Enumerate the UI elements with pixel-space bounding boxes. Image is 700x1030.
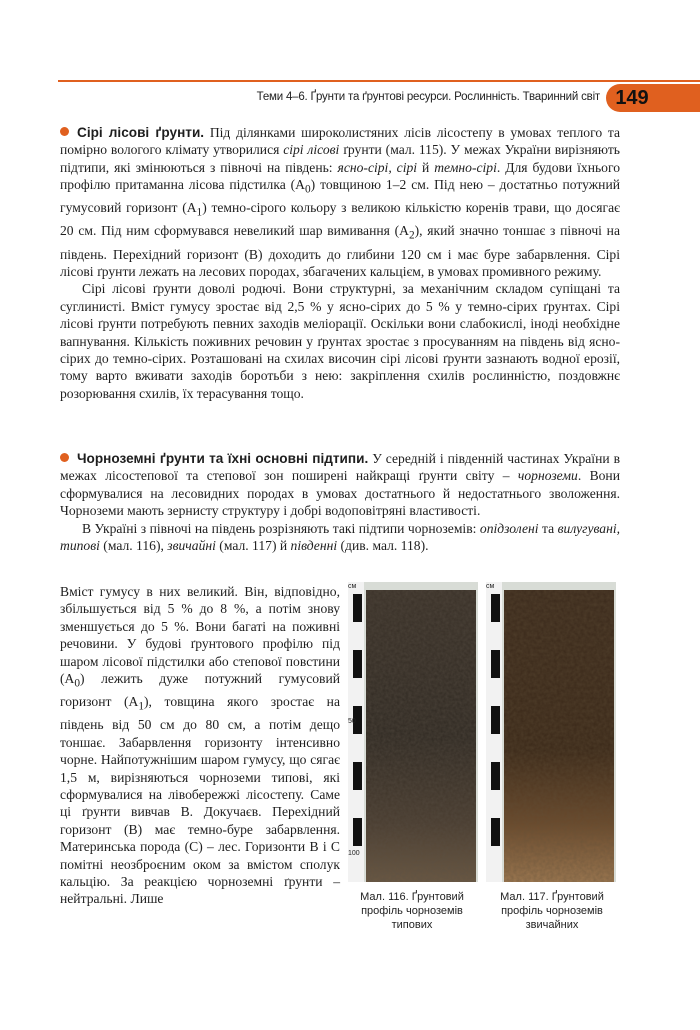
section-heading: Сірі лісові ґрунти. [77,125,205,140]
paragraph: Сірі лісові ґрунти. Під ділянками широколистяних лісів лісостепу в умовах теплого та помірно вологого клімату утворилися сірі лісові ґрунти (мал. 115). У межах України вирізняють підтипи, які змінюються з півночі на південь: ясно-сірі, сірі й темно-сірі. Для будови їхнього профілю притаманна лісова підстилка $(А_0)$ товщиною 1–2 см. Під нею – достатньо потужний гумусовий горизонт $(А_1)$ темно-сірого кольору з великою кількістю коренів трави, що досягає 20 см. Під ним сформувався невеликий шар вимивання $(А_2)$, який значно тоншає з півночі на південь. Перехідний горизонт (В) доходить до глибини 120 см і має буре забарвлення. Сірі лісові ґрунти лежать на лесових породах, збагачених кальцієм, в умовах промивного режиму. [60,125,621,279]
page-number: 149 [606,84,658,112]
bullet-icon [60,127,69,136]
running-header: Теми 4–6. Ґрунти та ґрунтові ресурси. Рослинність. Тваринний світ [256,91,600,103]
paragraph: Чорноземні ґрунти та їхні основні підтипи. У середній і південній частинах України в межах лісостепової та степової зон поширені найкращі ґрунти світу – чорноземи. Вони сформувалися на лесовидних породах в умовах достатнього й недостатнього зволоження. Чорноземи мають зернисту структуру і добрі водоповітряні властивості. [60,451,620,519]
section-chernozem-soils [60,450,620,554]
soil-texture-typical [366,590,476,882]
depth-ruler: см [486,582,502,882]
section-grey-forest-soils [60,124,620,402]
depth-ruler: см 50 100 [348,582,364,882]
paragraph: Вміст гумусу в них великий. Він, відповідно, збільшується від 5 % до 8 %, а потім знову зменшується до 5 %. Вони багаті на поживні речовини. У будові ґрунтового профілю під шаром лісової підстилки або степової повстини $(А_0)$ лежить дуже потужний гумусовий горизонт $(А_1)$, товщина якого зростає на південь від 50 см до 80 см, а потім дещо тоншає. Забарвлення горизонту інтенсивно чорне. Найпотужнішим шаром гумусу, що сягає 1,5 м, вирізняються чорноземи типові, які сформувалися на лівобережжі лісостепу. Саме ці ґрунти вивчав В. Докучаєв. Перехідний горизонт (В) має темно-буре забарвлення. Материнська порода (С) – лес. Горизонти В і С помітні неозброєним оком за вмістом сполук кальцію. За реакцією чорноземні ґрунти – нейтральні. Лише [60,584,340,907]
column-text [60,583,340,908]
soil-profile-figures [348,582,620,882]
paragraph: В Україні з півночі на південь розрізняють такі підтипи чорноземів: опідзолені та вилугувані, типові (мал. 116), звичайні (мал. 117) й південні (див. мал. 118). [60,520,620,554]
bullet-icon [60,453,69,462]
figure-116-photo [348,582,478,882]
figure-117-caption: Мал. 117. Ґрунтовий профіль чорноземів звичайних [500,891,604,931]
header-rule [58,80,700,82]
section-heading: Чорноземні ґрунти та їхні основні підтипи. [77,451,369,466]
figure-117-photo [486,582,616,882]
paragraph: Сірі лісові ґрунти доволі родючі. Вони структурні, за механічним складом супіщані та суглинисті. Вміст гумусу зростає від 2,5 % у ясно-сірих до 5 % у темно-сірих ґрунтах. Сірі лісові ґрунти потребують певних заходів меліорації. Оскільки вони слабокислі, іноді необхідне вапнування. Кількість поживних речовин у ґрунтах зростає з просуванням на південь від ясно-сірих до темно-сірих. Розташовані на схилах височин сірі лісові ґрунти зазнають водної ерозії, тому варто вживати заходів боротьби з нею: закріплення схилів рослинністю, поздовжнє розорювання схилів, їх терасування тощо. [60,281,620,401]
soil-texture-ordinary [504,590,614,882]
figure-116-caption: Мал. 116. Ґрунтовий профіль чорноземів типових [360,891,464,931]
